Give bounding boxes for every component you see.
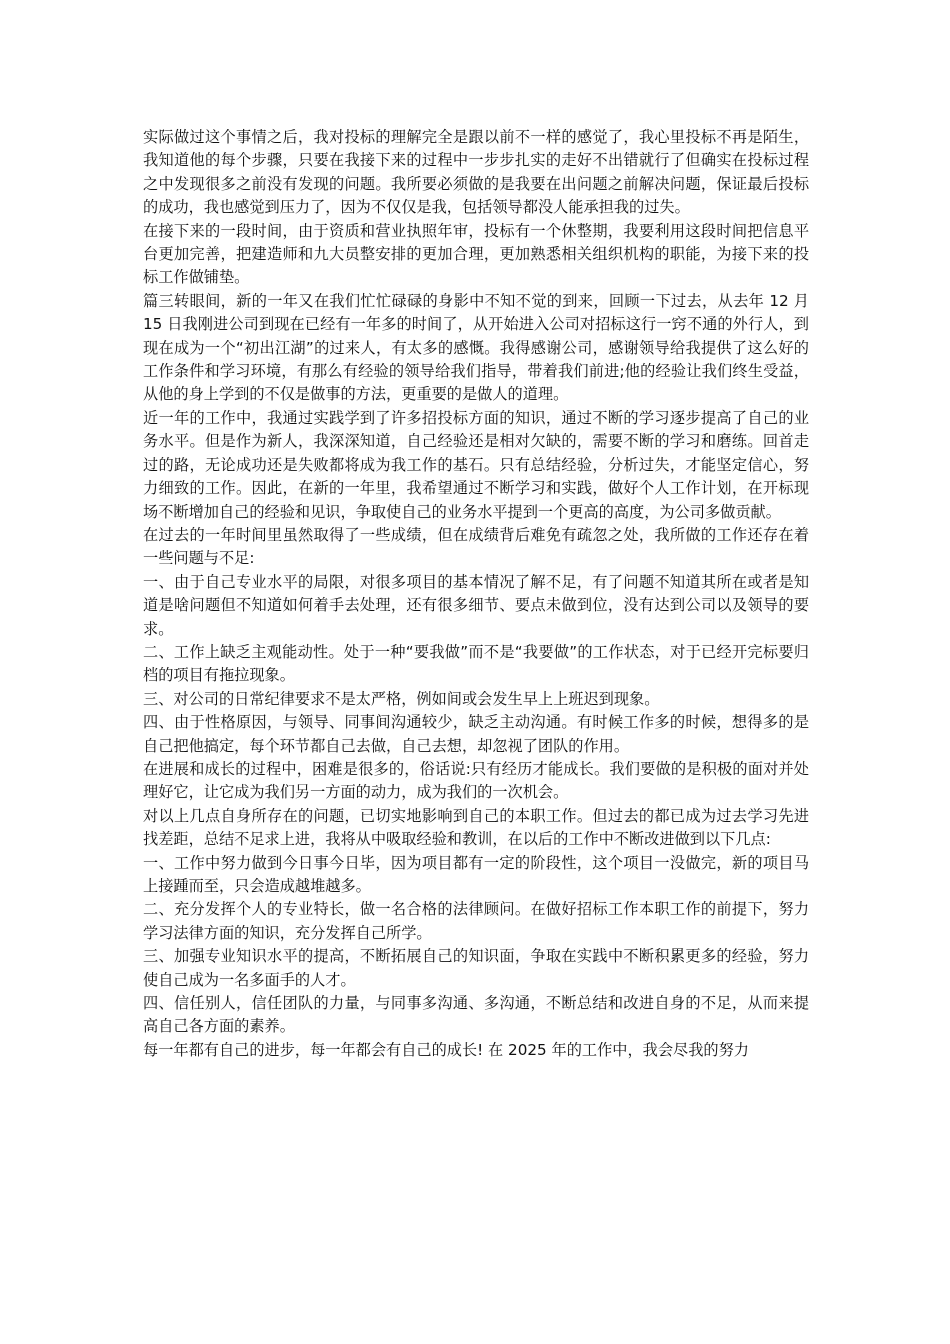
document-body (143, 126, 809, 1062)
paragraph-part-three: 篇三转眼间，新的一年又在我们忙忙碌碌的身影中不知不觉的到来，回顾一下过去，从去年 12 月 15 日我刚进公司到现在已经有一年多的时间了，从开始进入公司对招标这行一窍不通的外行人，到现在成为一个“初出江湖”的过来人，有太多的感慨。我得感谢公司，感谢领导给我提供了这么好的工作条件和学习环境，有那么有经验的领导给我们指导，带着我们前进;他的经验让我们终生受益，从他的身上学到的不仅是做事的方法，更重要的是做人的道理。 (143, 291, 809, 404)
paragraph-next-period: 在接下来的一段时间，由于资质和营业执照年审，投标有一个休整期，我要利用这段时间把信息平台更加完善，把建造师和九大员整安排的更加合理，更加熟悉相关组织机构的职能，为接下来的投标工作做铺垫。 (143, 221, 809, 287)
paragraph-improvement-2: 二、充分发挥个人的专业特长，做一名合格的法律顾问。在做好招标工作本职工作的前提下，努力学习法律方面的知识，充分发挥自己所学。 (143, 900, 809, 942)
paragraph-improvement-3: 三、加强专业知识水平的提高，不断拓展自己的知识面，争取在实践中不断积累更多的经验，努力使自己成为一名多面手的人才。 (143, 947, 809, 989)
paragraph-closing: 每一年都有自己的进步，每一年都会有自己的成长! 在 2025 年的工作中，我会尽我的努力 (143, 1040, 749, 1059)
paragraph-year-work: 近一年的工作中，我通过实践学到了许多招投标方面的知识，通过不断的学习逐步提高了自己的业务水平。但是作为新人，我深深知道，自己经验还是相对欠缺的，需要不断的学习和磨练。回首走过的路，无论成功还是失败都将成为我工作的基石。只有总结经验，分析过失，才能坚定信心，努力细致的工作。因此，在新的一年里，我希望通过不断学习和实践，做好个人工作计划，在开标现场不断增加自己的经验和见识，争取使自己的业务水平提到一个更高的高度，为公司多做贡献。 (143, 408, 809, 521)
paragraph-improvements-intro: 对以上几点自身所存在的问题，已切实地影响到自己的本职工作。但过去的都已成为过去学习先进找差距，总结不足求上进，我将从中吸取经验和教训，在以后的工作中不断改进做到以下几点: (143, 806, 809, 849)
paragraph-shortcomings-intro: 在过去的一年时间里虽然取得了一些成绩，但在成绩背后难免有疏忽之处，我所做的工作还存在着一些问题与不足: (143, 525, 809, 568)
paragraph-growth: 在进展和成长的过程中，困难是很多的，俗话说:只有经历才能成长。我们要做的是积极的面对并处理好它，让它成为我们另一方面的动力，成为我们的一次机会。 (143, 759, 809, 802)
paragraph-improvement-4: 四、信任别人，信任团队的力量，与同事多沟通、多沟通，不断总结和改进自身的不足，从而来提高自己各方面的素养。 (143, 994, 809, 1036)
paragraph-shortcoming-4: 四、由于性格原因，与领导、同事间沟通较少，缺乏主动沟通。有时候工作多的时候，想得多的是自己把他搞定，每个环节都自己去做，自己去想，却忽视了团队的作用。 (143, 713, 809, 755)
paragraph-improvement-1: 一、工作中努力做到今日事今日毕，因为项目都有一定的阶段性，这个项目一没做完，新的项目马上接踵而至，只会造成越堆越多。 (143, 853, 809, 895)
paragraph-shortcoming-1: 一、由于自己专业水平的局限，对很多项目的基本情况了解不足，有了问题不知道其所在或者是知道是啥问题但不知道如何着手去处理，还有很多细节、要点未做到位，没有达到公司以及领导的要求。 (143, 572, 809, 638)
paragraph-shortcoming-3: 三、对公司的日常纪律要求不是太严格，例如间或会发生早上上班迟到现象。 (143, 689, 660, 708)
paragraph-reflection: 实际做过这个事情之后，我对投标的理解完全是跟以前不一样的感觉了，我心里投标不再是陌生，我知道他的每个步骤，只要在我接下来的过程中一步步扎实的走好不出错就行了但确实在投标过程之中发现很多之前没有发现的问题。我所要必须做的是我要在出问题之前解决问题，保证最后投标的成功，我也感觉到压力了，因为不仅仅是我，包括领导都没人能承担我的过失。 (143, 128, 809, 217)
paragraph-shortcoming-2: 二、工作上缺乏主观能动性。处于一种“要我做”而不是“我要做”的工作状态，对于已经开完标要归档的项目有拖拉现象。 (143, 642, 809, 685)
